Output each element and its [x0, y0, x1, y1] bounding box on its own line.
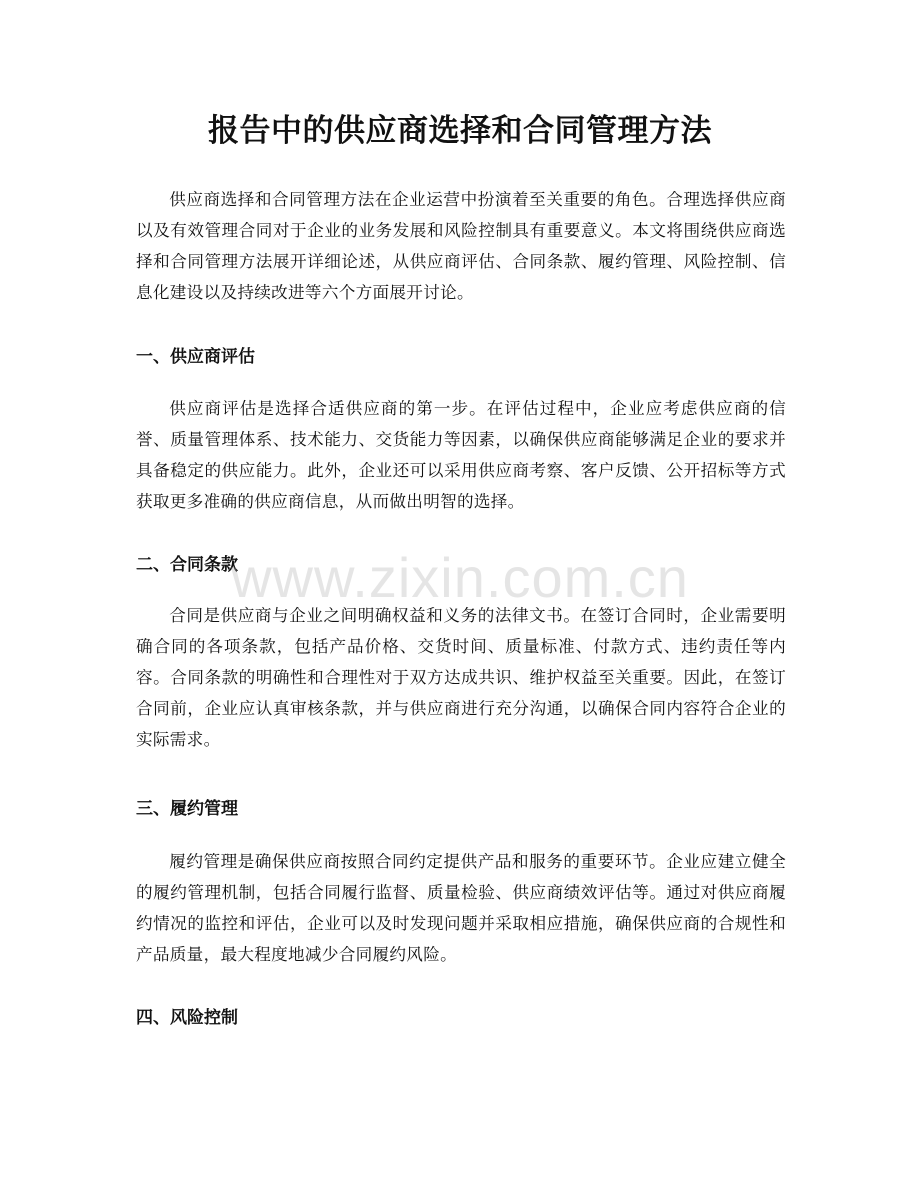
- section-body-supplier-evaluation: 供应商评估是选择合适供应商的第一步。在评估过程中，企业应考虑供应商的信誉、质量管理体系、技术能力、交货能力等因素，以确保供应商能够满足企业的要求并具备稳定的供应能力。此外，企业还可以采用供应商考察、客户反馈、公开招标等方式获取更多准确的供应商信息，从而做出明智的选择。: [136, 399, 786, 511]
- section-body-contract-terms: 合同是供应商与企业之间明确权益和义务的法律文书。在签订合同时，企业需要明确合同的各项条款，包括产品价格、交货时间、质量标准、付款方式、违约责任等内容。合同条款的明确性和合理性对于双方达成共识、维护权益至关重要。因此，在签订合同前，企业应认真审核条款，并与供应商进行充分沟通，以确保合同内容符合企业的实际需求。: [136, 606, 786, 749]
- section-heading-contract-terms: 二、合同条款: [136, 555, 238, 575]
- section-heading-performance-management: 三、履约管理: [136, 799, 238, 819]
- watermark-text: www.zixin.com.cn: [231, 546, 689, 609]
- intro-paragraph: 供应商选择和合同管理方法在企业运营中扮演着至关重要的角色。合理选择供应商以及有效管理合同对于企业的业务发展和风险控制具有重要意义。本文将围绕供应商选择和合同管理方法展开详细论述，从供应商评估、合同条款、履约管理、风险控制、信息化建设以及持续改进等六个方面展开讨论。: [136, 190, 786, 302]
- document-title: 报告中的供应商选择和合同管理方法: [208, 113, 712, 149]
- section-body-performance-management: 履约管理是确保供应商按照合同约定提供产品和服务的重要环节。企业应建立健全的履约管理机制，包括合同履行监督、质量检验、供应商绩效评估等。通过对供应商履约情况的监控和评估，企业可以及时发现问题并采取相应措施，确保供应商的合规性和产品质量，最大程度地减少合同履约风险。: [136, 852, 786, 964]
- section-heading-risk-control: 四、风险控制: [136, 1008, 238, 1028]
- section-heading-supplier-evaluation: 一、供应商评估: [136, 347, 255, 367]
